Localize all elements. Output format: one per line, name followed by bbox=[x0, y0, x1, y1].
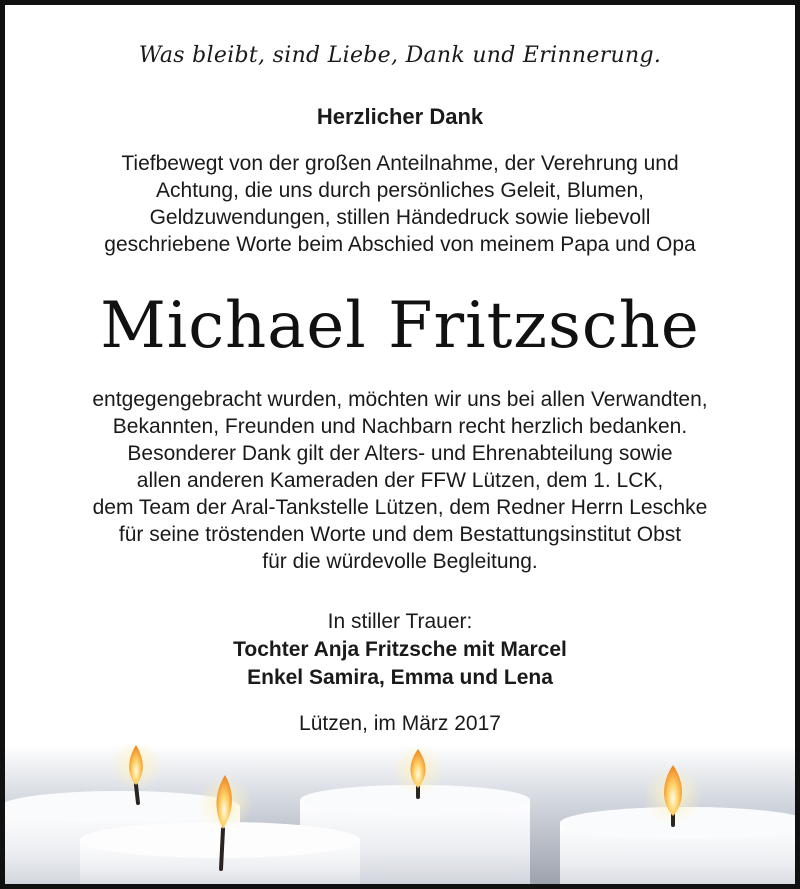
paragraph-line: entgegengebracht wurden, möchten wir uns bei allen Verwandten, bbox=[92, 388, 708, 411]
paragraph-line: Tiefbewegt von der großen Anteilnahme, der Verehrung und bbox=[121, 152, 679, 175]
paragraph-line: für seine tröstenden Worte und dem Bestattungsinstitut Obst bbox=[118, 523, 682, 546]
paragraph-line: für die würdevolle Begleitung. bbox=[262, 550, 538, 573]
paragraph-line: allen anderen Kameraden der FFW Lützen, dem 1. LCK, bbox=[136, 469, 664, 492]
signoff bbox=[5, 608, 795, 692]
paragraph-line: dem Team der Aral-Tankstelle Lützen, dem Redner Herrn Leschke bbox=[92, 496, 708, 519]
signoff-intro: In stiller Trauer: bbox=[327, 610, 473, 633]
thanks-paragraph-2 bbox=[5, 386, 795, 575]
candles-icon bbox=[5, 745, 795, 889]
paragraph-line: Geldzuwendungen, stillen Händedruck sowie liebevoll bbox=[149, 206, 651, 229]
place-date: Lützen, im März 2017 bbox=[299, 712, 501, 735]
paragraph-line: geschriebene Worte beim Abschied von meinem Papa und Opa bbox=[104, 233, 696, 256]
mourner-line: Tochter Anja Fritzsche mit Marcel bbox=[233, 638, 567, 661]
paragraph-line: Achtung, die uns durch persönliches Geleit, Blumen, bbox=[156, 179, 644, 202]
paragraph-line: Bekannten, Freunden und Nachbarn recht herzlich bedanken. bbox=[112, 415, 688, 438]
heading: Herzlicher Dank bbox=[316, 104, 484, 129]
mourner-line: Enkel Samira, Emma und Lena bbox=[247, 666, 553, 689]
paragraph-line: Besonderer Dank gilt der Alters- und Ehrenabteilung sowie bbox=[127, 442, 673, 465]
thanks-paragraph-1 bbox=[5, 150, 795, 258]
deceased-name: Michael Fritzsche bbox=[100, 289, 700, 363]
motto: Was bleibt, sind Liebe, Dank und Erinnerung. bbox=[138, 43, 662, 68]
